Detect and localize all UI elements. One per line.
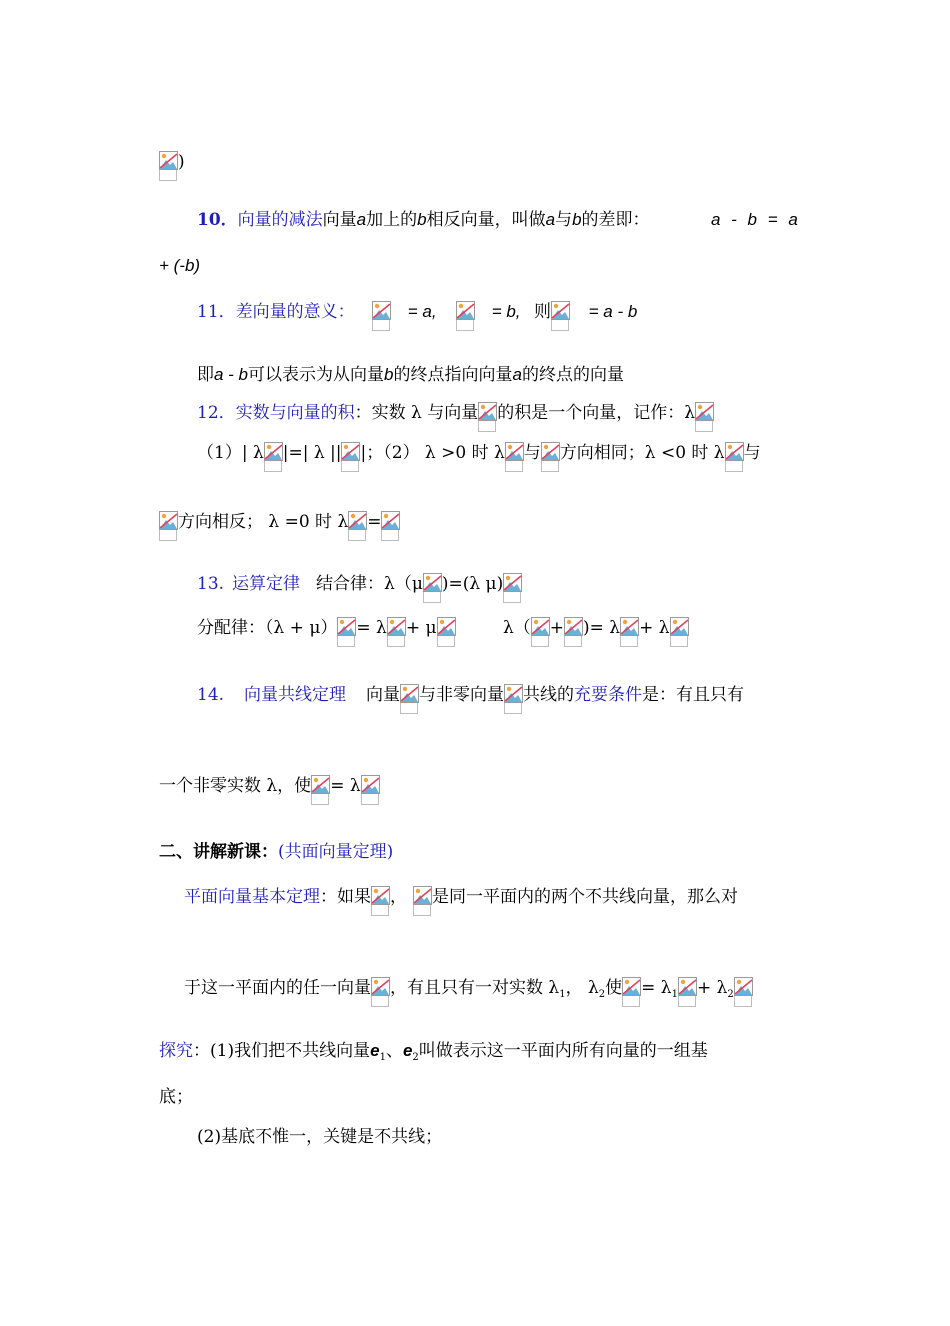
explore-line-2: (2)基底不惟一，关键是不共线；: [197, 1127, 443, 1147]
explore-line-1-cont: 底；: [159, 1087, 193, 1107]
broken-image-icon: [678, 977, 697, 1007]
broken-image-icon: [622, 977, 641, 1007]
broken-image-icon: [503, 573, 522, 603]
link-vector-subtraction[interactable]: 向量的减法: [237, 210, 323, 230]
broken-image-icon: [456, 301, 475, 331]
broken-image-icon: [159, 151, 178, 181]
broken-image-icon: [341, 442, 360, 472]
broken-image-icon: [348, 511, 367, 541]
item-10: 10．向量的减法向量a加上的b相反向量，叫做a与b的差即：: [197, 210, 650, 230]
broken-image-icon: [564, 617, 583, 647]
broken-image-icon: [337, 617, 356, 647]
link-explore[interactable]: 探究: [159, 1041, 193, 1061]
broken-image-icon: [311, 775, 330, 805]
explore-line-1: 探究：(1)我们把不共线向量$e_1$、$e_2$叫做表示这一平面内所有向量的一组基: [159, 1041, 708, 1063]
link-scalar-product[interactable]: 实数与向量的积: [235, 403, 355, 423]
link-basic-theorem[interactable]: 平面向量基本定理: [184, 887, 320, 907]
theorem-line-2: 于这一平面内的任一向量 ，有且只有一对实数 $\lambda_1$， $\lambda_2$使 = $\lambda_1$ + $\lambda_2$: [184, 976, 753, 1007]
broken-image-icon: [381, 511, 400, 541]
broken-image-icon: [725, 442, 744, 472]
item-12: 12．实数与向量的积：实数 λ 与向量 的积是一个向量，记作：λ: [197, 401, 714, 432]
broken-image-icon: [620, 617, 639, 647]
item-11b: 即a - b可以表示为从向量b的终点指向向量a的终点的向量: [197, 365, 624, 385]
broken-image-icon: [372, 301, 391, 331]
link-collinear-theorem[interactable]: 向量共线定理: [244, 685, 347, 705]
broken-image-icon: [264, 442, 283, 472]
item-10-formula: a - b = a: [711, 210, 801, 229]
link-sufficient-necessary[interactable]: 充要条件: [574, 685, 643, 705]
item-12c: 方向相反； λ =0 时 λ =: [159, 510, 400, 541]
broken-image-icon: [371, 977, 390, 1007]
item-11: 11．差向量的意义：: [197, 302, 355, 322]
broken-image-icon: [387, 617, 406, 647]
broken-image-icon: [371, 886, 390, 916]
item-14b: 一个非零实数 λ，使 = λ: [159, 774, 380, 805]
item-11-eq: = a, = b, 则 = a - b: [372, 300, 637, 331]
item-14: 14. 向量共线定理 向量 与非零向量 共线的充要条件是：有且只有: [197, 683, 744, 714]
broken-image-icon: [478, 402, 497, 432]
broken-image-icon: [670, 617, 689, 647]
broken-image-icon: [423, 573, 442, 603]
broken-image-icon: [505, 442, 524, 472]
broken-image-icon: [551, 301, 570, 331]
broken-image-icon: [695, 402, 714, 432]
broken-image-icon: [734, 977, 753, 1007]
item-13: 13. 运算定律 结合律：λ（μ )=(λ μ): [197, 572, 522, 603]
broken-image-icon: [541, 442, 560, 472]
theorem-line-1: 平面向量基本定理：如果 ， 是同一平面内的两个不共线向量，那么对: [184, 885, 738, 916]
item-12b: （1）| λ |=| λ || |；（2） λ >0 时 λ 与 方向相同；λ <0 时 λ 与: [197, 441, 761, 472]
broken-image-icon: [504, 684, 523, 714]
line-top: ): [159, 150, 185, 181]
broken-image-icon: [413, 886, 432, 916]
section-2-heading: 二、讲解新课：(共面向量定理): [159, 842, 394, 862]
broken-image-icon: [361, 775, 380, 805]
broken-image-icon: [437, 617, 456, 647]
broken-image-icon: [531, 617, 550, 647]
item-13b-right: λ（ + )= λ + λ: [503, 616, 689, 647]
broken-image-icon: [159, 511, 178, 541]
item-13b: 分配律：（λ + μ） = λ + μ: [197, 616, 456, 647]
item-10-cont: + (-b): [159, 256, 201, 275]
broken-image-icon: [400, 684, 419, 714]
